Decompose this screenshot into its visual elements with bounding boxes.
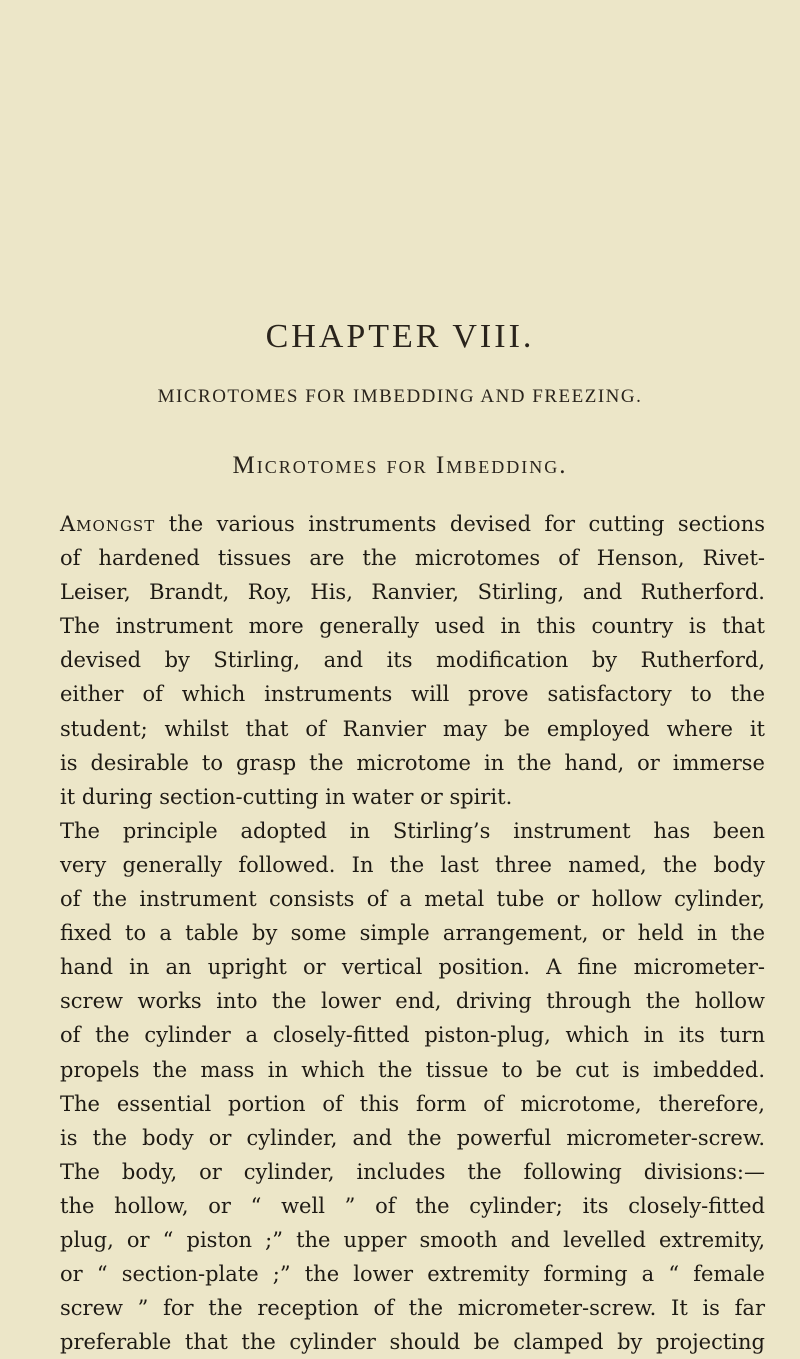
- text-line: preferable that the cylinder should be clamped by projecting: [60, 1330, 765, 1355]
- text-line-remainder: the various instruments devised for cutting sections: [155, 512, 765, 536]
- text-line: The instrument more generally used in this country is that: [60, 614, 765, 639]
- text-line: fixed to a table by some simple arrangement, or held in the: [60, 921, 765, 946]
- chapter-subtitle: MICROTOMES FOR IMBEDDING AND FREEZING.: [157, 386, 643, 407]
- text-line: either of which instruments will prove satisfactory to the: [60, 682, 765, 707]
- text-line: plug, or “ piston ;” the upper smooth and levelled extremity,: [60, 1227, 765, 1252]
- text-line: [60, 507, 765, 541]
- text-line: The body, or cylinder, includes the following divisions:—: [60, 1159, 765, 1184]
- text-line: The essential portion of this form of microtome, therefore,: [60, 1091, 765, 1116]
- text-line: screw works into the lower end, driving through the hollow: [60, 989, 765, 1014]
- first-word: Amongst: [60, 512, 156, 536]
- text-line: The principle adopted in Stirling’s instrument has been: [60, 818, 765, 843]
- text-line: it during section-cutting in water or spirit.: [60, 784, 513, 809]
- text-line: of the instrument consists of a metal tube or hollow cylinder,: [60, 887, 765, 912]
- text-line: student; whilst that of Ranvier may be employed where it: [60, 716, 765, 741]
- text-line: devised by Stirling, and its modification by Rutherford,: [60, 648, 765, 673]
- chapter-title: CHAPTER VIII.: [265, 318, 535, 355]
- text-line: screw ” for the reception of the micrometer-screw. It is far: [60, 1296, 765, 1321]
- text-line: very generally followed. In the last three named, the body: [60, 852, 765, 877]
- text-line: propels the mass in which the tissue to be cut is imbedded.: [60, 1057, 765, 1082]
- body-text: [60, 507, 765, 1359]
- text-line: Leiser, Brandt, Roy, His, Ranvier, Stirling, and Rutherford.: [60, 580, 765, 605]
- text-line: or “ section-plate ;” the lower extremity forming a “ female: [60, 1262, 765, 1287]
- text-line: hand in an upright or vertical position. A fine micrometer-: [60, 955, 765, 980]
- text-line: is the body or cylinder, and the powerful micrometer-screw.: [60, 1125, 765, 1150]
- text-line: of hardened tissues are the microtomes of Henson, Rivet-: [60, 546, 765, 571]
- text-line: of the cylinder a closely-fitted piston-plug, which in its turn: [60, 1023, 765, 1048]
- section-heading: Microtomes for Imbedding.: [232, 452, 568, 479]
- text-line: is desirable to grasp the microtome in the hand, or immerse: [60, 750, 765, 775]
- text-line: the hollow, or “ well ” of the cylinder; its closely-fitted: [60, 1193, 765, 1218]
